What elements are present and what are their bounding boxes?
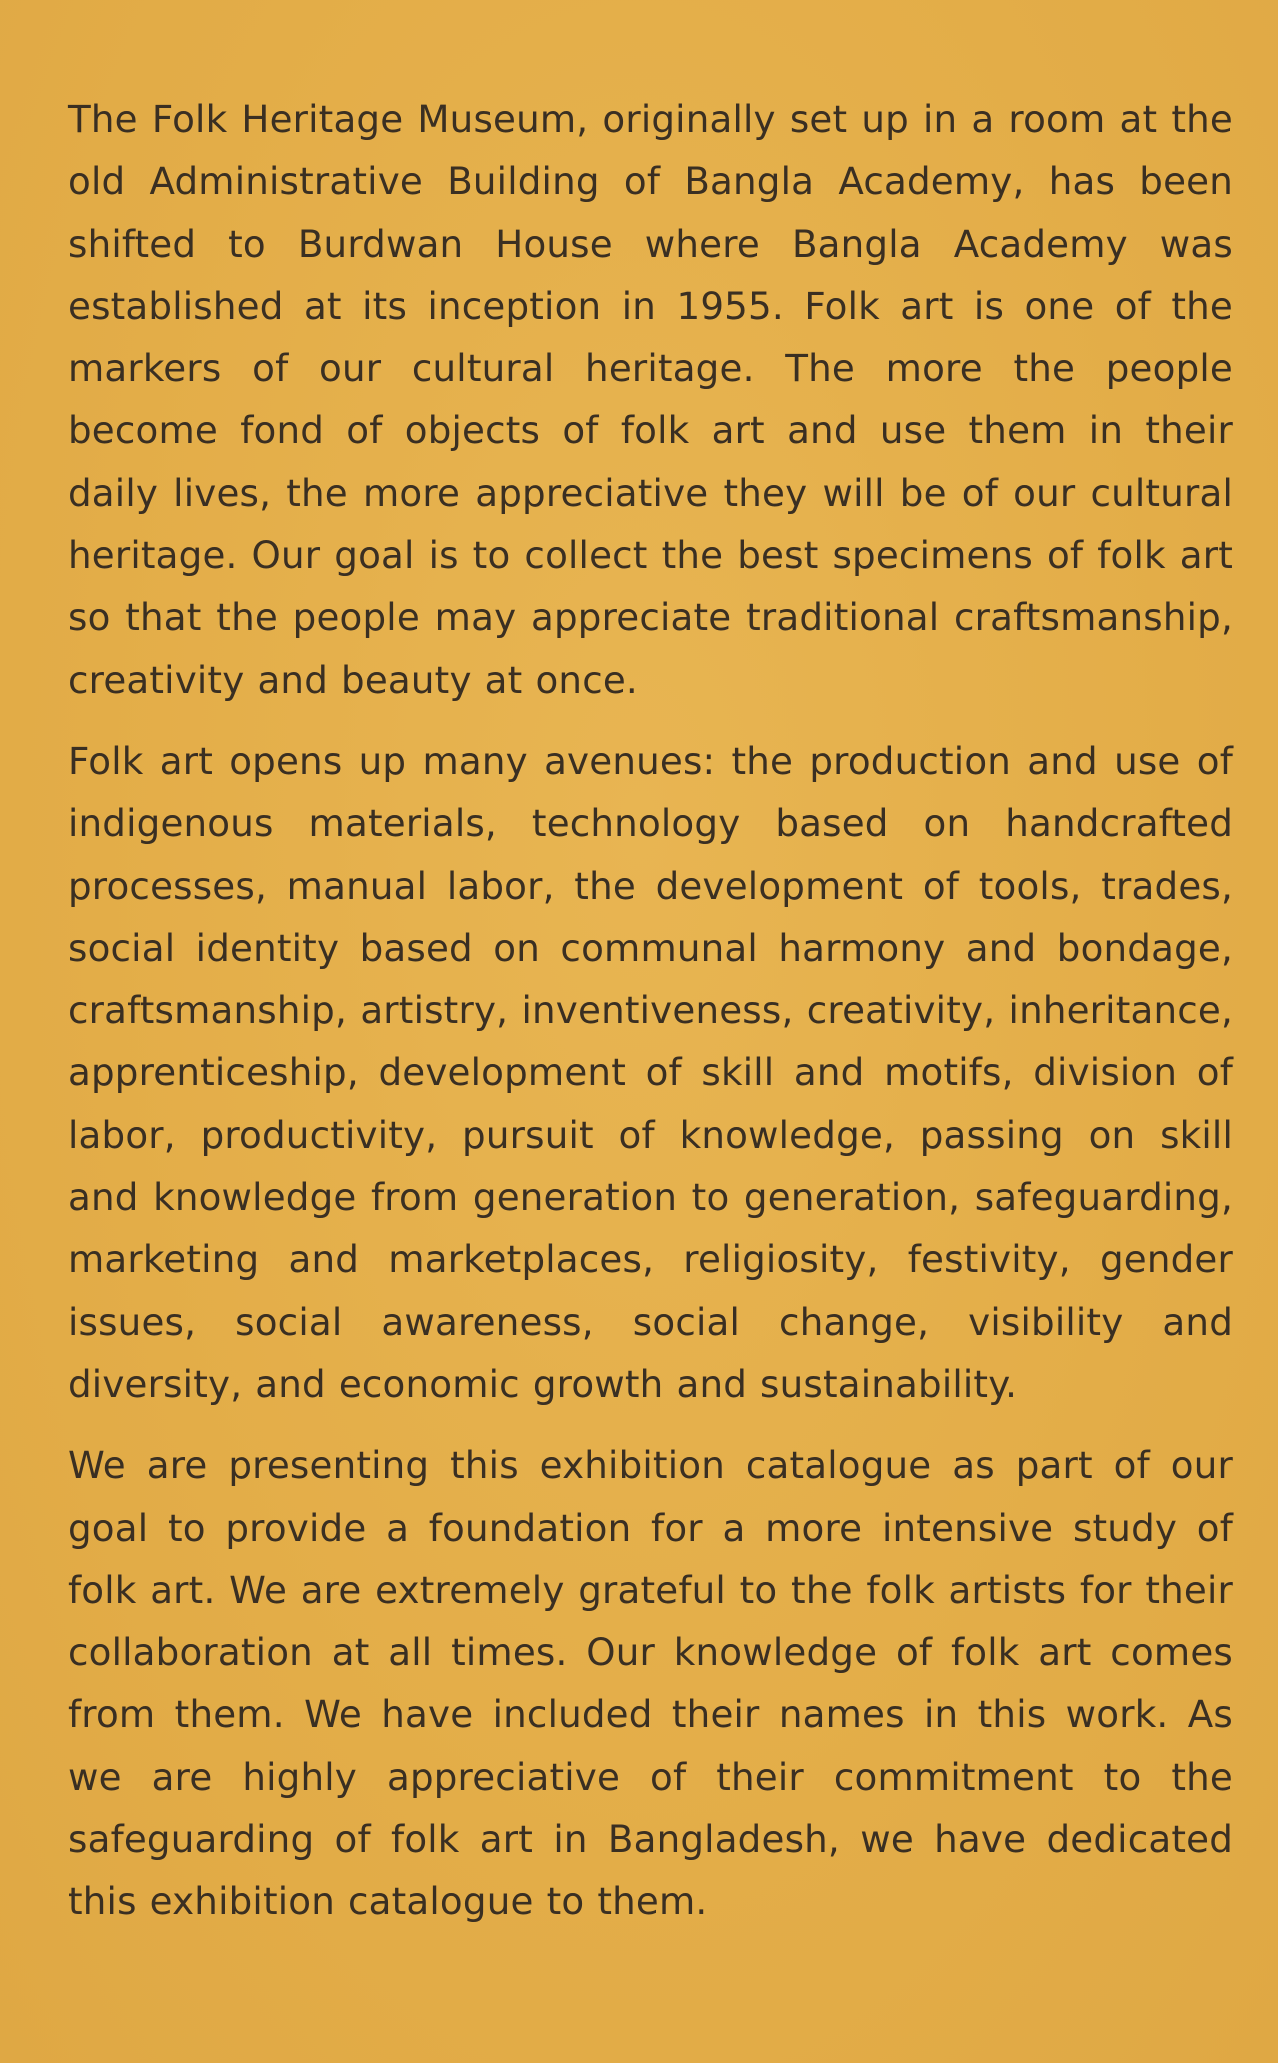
paragraph-museum-history: The Folk Heritage Museum, originally set up in a room at the old Administrative Building of Bangla Academy, has been shifted to Burdwan House where Bangla Academy was established at its inception in 1955. Folk art is one of the markers of our cultural heritage. The more the people become fond of objects of folk art and use them in their daily lives, the more appreciative they will be of our cultural heritage. Our goal is to collect the best specimens of folk art so that the people may appreciate traditional craftsmanship, creativity and beauty at once. bbox=[68, 97, 1233, 702]
paragraph-catalogue-dedication: We are presenting this exhibition catalogue as part of our goal to provide a foundation for a more intensive study of folk art. We are extremely grateful to the folk artists for their collaboration at all times. Our knowledge of folk art comes from them. We have included their names in this work. As we are highly appreciative of their commitment to the safeguarding of folk art in Bangladesh, we have dedicated this exhibition catalogue to them. bbox=[68, 1443, 1233, 1924]
paragraph-folk-art-avenues: Folk art opens up many avenues: the production and use of indigenous materials, technology based on handcrafted processes, manual labor, the development of tools, trades, social identity based on communal harmony and bondage, craftsmanship, artistry, inventiveness, creativity, inheritance, apprenticeship, development of skill and motifs, division of labor, productivity, pursuit of knowledge, passing on skill and knowledge from generation to generation, safeguarding, marketing and marketplaces, religiosity, festivity, gender issues, social awareness, social change, visibility and diversity, and economic growth and sustainability. bbox=[68, 738, 1233, 1406]
